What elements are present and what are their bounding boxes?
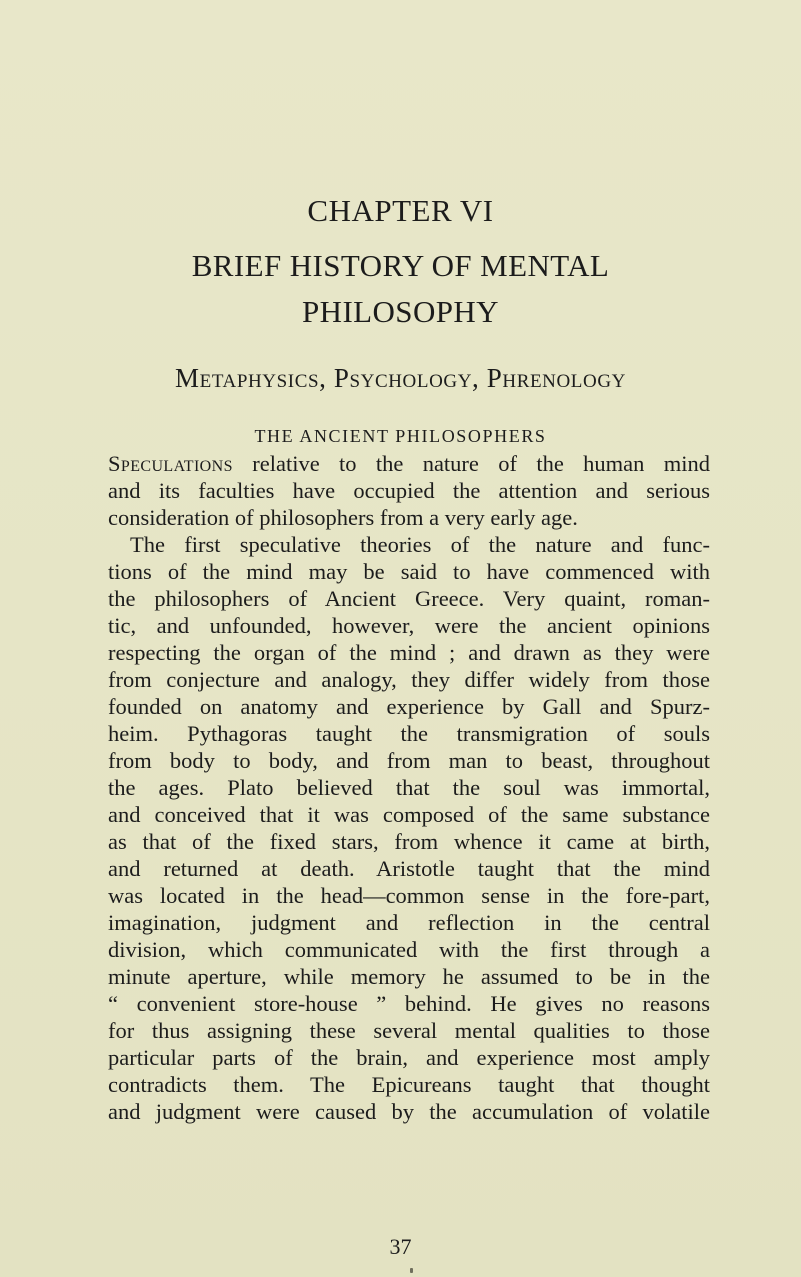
section-heading: THE ANCIENT PHILOSOPHERS xyxy=(254,426,547,446)
chapter-title xyxy=(0,243,801,335)
text-line: from body to body, and from man to beast, throughout xyxy=(108,748,710,773)
text-line: contradicts them. The Epicureans taught that thought xyxy=(108,1072,710,1097)
chapter-number: CHAPTER VI xyxy=(307,193,494,228)
text-line: the ages. Plato believed that the soul was immortal, xyxy=(108,775,710,800)
chapter-title-line: PHILOSOPHY xyxy=(302,294,499,329)
text-line: division, which communicated with the first through a xyxy=(108,937,710,962)
lead-word: Speculations xyxy=(108,451,233,476)
text-line: and its faculties have occupied the attention and serious xyxy=(108,478,710,503)
chapter-title-line: BRIEF HISTORY OF MENTAL xyxy=(191,248,610,283)
text-line: and returned at death. Aristotle taught that the mind xyxy=(108,856,710,881)
text-line: was located in the head—common sense in the fore-part, xyxy=(108,883,710,908)
page-number: 37 xyxy=(389,1234,412,1259)
text-line: consideration of philosophers from a very early age. xyxy=(108,505,578,530)
text-line: and conceived that it was composed of the same substance xyxy=(108,802,710,827)
text-line: from conjecture and analogy, they differ widely from those xyxy=(108,667,710,692)
text-line xyxy=(108,450,710,477)
text-line-rest: relative to the nature of the human mind xyxy=(232,451,710,476)
text-line: and judgment were caused by the accumulation of volatile xyxy=(108,1099,710,1124)
text-line: particular parts of the brain, and experience most amply xyxy=(108,1045,710,1070)
text-line: the philosophers of Ancient Greece. Very quaint, roman- xyxy=(108,586,710,611)
text-line: imagination, judgment and reflection in the central xyxy=(108,910,710,935)
text-line: tic, and unfounded, however, were the ancient opinions xyxy=(108,613,710,638)
body-paragraphs xyxy=(108,450,710,1125)
text-line: as that of the fixed stars, from whence it came at birth, xyxy=(108,829,710,854)
text-line: respecting the organ of the mind ; and drawn as they were xyxy=(108,640,710,665)
text-line: tions of the mind may be said to have commenced with xyxy=(108,559,710,584)
text-line: founded on anatomy and experience by Gall and Spurz- xyxy=(108,694,710,719)
print-speck xyxy=(410,1268,413,1273)
chapter-subtitle: Metaphysics, Psychology, Phrenology xyxy=(175,363,626,393)
text-line: for thus assigning these several mental qualities to those xyxy=(108,1018,710,1043)
text-line: “ convenient store-house ” behind. He gives no reasons xyxy=(108,991,710,1016)
text-line: minute aperture, while memory he assumed to be in the xyxy=(108,964,710,989)
text-line: heim. Pythagoras taught the transmigration of souls xyxy=(108,721,710,746)
text-line: The first speculative theories of the nature and func- xyxy=(130,532,710,557)
